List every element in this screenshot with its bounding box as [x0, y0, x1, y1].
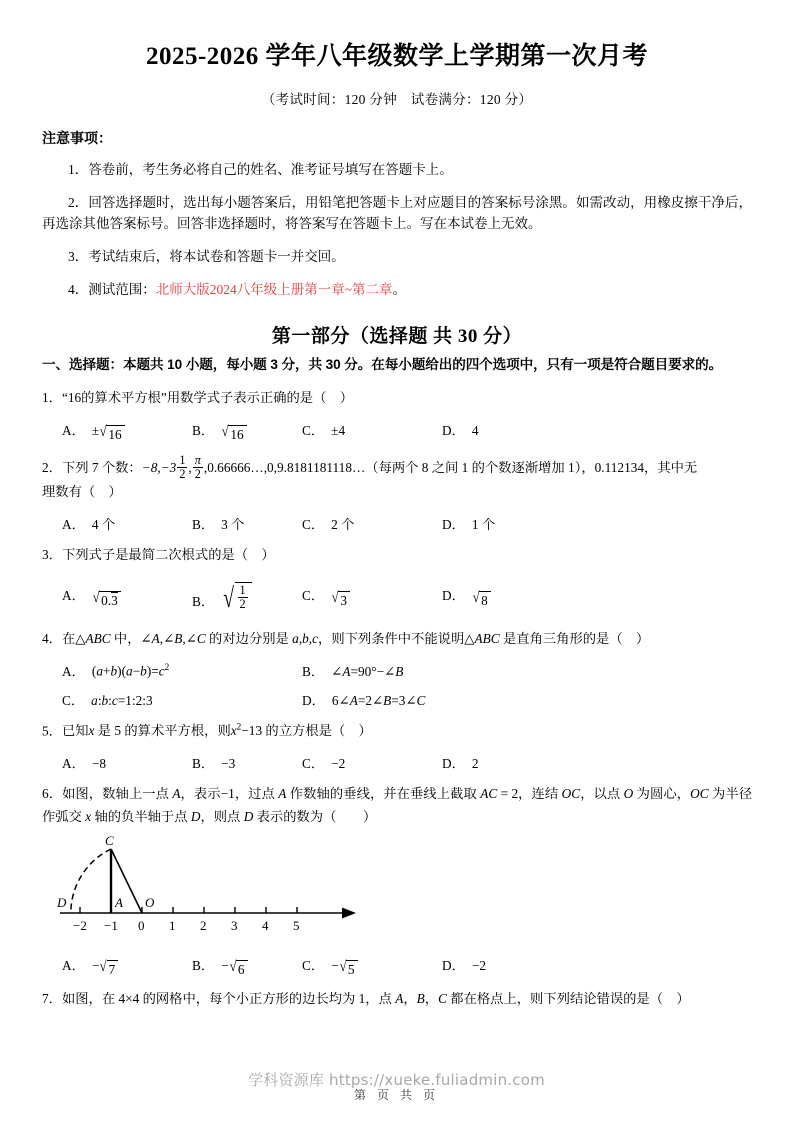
- option-value: √ 16: [221, 423, 246, 443]
- question-number: 5．: [42, 722, 62, 738]
- option-value: √ $\frac{1}{2}$: [221, 582, 251, 611]
- arc-OC: [71, 849, 111, 913]
- option-c[interactable]: [302, 753, 442, 772]
- question-stem-part2: ,0.66666…,0,9.8181181118…: [203, 459, 366, 475]
- option-d[interactable]: [442, 420, 582, 439]
- number-line-diagram: [52, 835, 452, 940]
- option-value: √ 8: [472, 588, 491, 608]
- question-7: [42, 988, 752, 1011]
- option-b[interactable]: [302, 661, 602, 680]
- tick-label: −2: [73, 917, 87, 933]
- option-label: D．: [442, 755, 465, 771]
- option-value: √ 3: [331, 588, 350, 608]
- question-stem-line2: 理数有（ ）: [42, 483, 122, 499]
- question-number: 1．: [42, 389, 62, 405]
- option-value: $(a+b)(a-b)=c^2$: [91, 663, 170, 679]
- tick-label: 3: [231, 917, 238, 933]
- option-label: A．: [62, 663, 85, 679]
- option-c[interactable]: [302, 585, 442, 608]
- notice-scope-suffix: 。: [392, 282, 407, 298]
- option-label: B．: [192, 957, 215, 973]
- option-value: −8: [91, 755, 107, 771]
- option-d[interactable]: [442, 585, 582, 608]
- tick-label: −1: [104, 917, 118, 933]
- option-c[interactable]: [302, 955, 442, 978]
- option-label: C．: [302, 755, 325, 771]
- label-D: D: [57, 894, 67, 910]
- tick-label: 2: [200, 917, 207, 933]
- notice-list: [42, 159, 752, 301]
- option-a[interactable]: [62, 661, 302, 680]
- option-label: A．: [62, 588, 85, 604]
- exam-subtitle: （考试时间：120 分钟 试卷满分：120 分）: [261, 91, 533, 107]
- question-stem-text: “16的算术平方根”用数学式子表示正确的是（ ）: [61, 389, 353, 405]
- notice-heading: 注意事项：: [42, 129, 112, 146]
- option-c[interactable]: [302, 514, 442, 533]
- notice-item: 1．答卷前，考生务必将自己的姓名、准考证号填写在答题卡上。: [68, 161, 453, 177]
- option-label: B．: [192, 755, 215, 771]
- option-value: 4 个: [91, 516, 116, 532]
- option-row-2: [42, 690, 752, 709]
- option-label: B．: [302, 663, 325, 679]
- option-label: B．: [192, 422, 215, 438]
- option-value: 4: [471, 422, 479, 438]
- option-label: C．: [302, 588, 325, 604]
- label-C: C: [105, 834, 114, 848]
- option-value: −2: [331, 755, 346, 771]
- notice-item: 3．考试结束后，将本试卷和答题卡一并交回。: [68, 249, 345, 265]
- option-label: C．: [62, 692, 85, 708]
- option-value: 1 个: [471, 516, 496, 532]
- label-A: A: [115, 894, 123, 910]
- question-number: 6．: [42, 785, 63, 801]
- notice-scope-highlight: 北师大版2024八年级上册第一章~第二章: [155, 282, 393, 298]
- page-footer: 第 页 共 页: [353, 1088, 439, 1102]
- option-row: [42, 514, 752, 533]
- option-a[interactable]: [62, 955, 192, 978]
- option-label: D．: [442, 588, 465, 604]
- option-value: − √ 6: [221, 958, 247, 978]
- option-value: √ 0.3: [92, 588, 121, 608]
- question-stem: [42, 720, 752, 743]
- page-title: 2025-2026 学年八年级数学上学期第一次月考: [145, 43, 649, 70]
- question-stem-part3: （每两个 8 之间 1 的个数逐渐增加 1），0.112134，其中无: [365, 459, 698, 475]
- option-value: 3 个: [221, 516, 245, 532]
- question-4: [42, 628, 752, 709]
- notice-item: 2．回答选择题时，选出每小题答案后，用铅笔把答题卡上对应题目的答案标号涂黑。如需改动，用橡皮擦干净后，再选涂其他答案标号。回答非选择题时，将答案写在答题卡上。写在本试卷上无效。: [42, 194, 752, 232]
- question-number: 3．: [42, 546, 62, 562]
- question-stem: 2．下列 7 个数：−8,−3 $\frac{1}{2}$ , $\frac{\pi}{2}$ ,0.66666…,0,9.8181181118…（每两个 8 之间 1 的个数逐渐增加 1），0.112134，其中无: [42, 452, 698, 481]
- notice-item-scope: [42, 279, 752, 301]
- option-value: ±4: [331, 422, 346, 438]
- question-stem-part1: 下列 7 个数：: [61, 459, 142, 475]
- option-b[interactable]: [192, 753, 302, 772]
- option-row: [42, 577, 752, 617]
- option-value: − √ 7: [92, 958, 118, 978]
- option-c[interactable]: [302, 420, 442, 439]
- question-2: [42, 454, 752, 533]
- page-content: [42, 40, 752, 1011]
- option-b[interactable]: [192, 582, 302, 615]
- label-O: O: [145, 894, 155, 910]
- tick-label: 0: [138, 917, 145, 933]
- option-label: D．: [442, 957, 465, 973]
- question-3: [42, 544, 752, 617]
- option-value: −3: [221, 755, 236, 771]
- option-label: A．: [62, 957, 85, 973]
- part-title: 第一部分（选择题 共 30 分）: [271, 326, 523, 348]
- question-number: 7．: [42, 991, 62, 1007]
- option-b[interactable]: [192, 514, 302, 533]
- option-c[interactable]: [62, 690, 302, 709]
- option-value: 2: [471, 755, 479, 771]
- option-row: [42, 753, 752, 772]
- question-number: 2．: [42, 459, 62, 475]
- option-label: C．: [302, 957, 325, 973]
- question-stem: [42, 988, 752, 1011]
- option-row: [42, 420, 752, 443]
- question-stem-text: 已知x 是 5 的算术平方根，则$x^2-13$ 的立方根是（ ）: [61, 722, 372, 738]
- option-label: A．: [62, 422, 85, 438]
- question-1: [42, 387, 752, 443]
- question-5: [42, 720, 752, 772]
- option-row-1: [42, 661, 752, 680]
- axis-arrow: [342, 907, 356, 918]
- option-d[interactable]: [442, 753, 582, 772]
- option-label: B．: [192, 593, 215, 609]
- question-6-figure: [42, 835, 752, 945]
- tick-label: 1: [169, 917, 176, 933]
- tick-label: 5: [293, 917, 300, 933]
- tick-label: 4: [262, 917, 269, 933]
- question-stem-text: 如图，在 4×4 的网格中，每个小正方形的边长均为 1，点 A，B，C 都在格点上，则下列结论错误的是（ ）: [61, 991, 690, 1007]
- option-value: −2: [471, 957, 487, 973]
- question-6: [42, 783, 752, 978]
- option-a[interactable]: [62, 514, 192, 533]
- option-value: a:b:c=1:2:3: [91, 692, 153, 708]
- option-label: D．: [442, 422, 465, 438]
- option-d[interactable]: [302, 690, 602, 709]
- question-stem: [42, 544, 752, 567]
- option-value: 2 个: [331, 516, 355, 532]
- option-a[interactable]: [62, 420, 192, 443]
- option-label: A．: [62, 755, 85, 771]
- question-stem-text: 下列式子是最简二次根式的是（ ）: [61, 546, 275, 562]
- option-a[interactable]: [62, 753, 192, 772]
- option-d[interactable]: [442, 514, 582, 533]
- option-d[interactable]: [442, 955, 582, 974]
- question-numbers: −8,−3: [141, 459, 177, 475]
- option-value: − √ 5: [331, 958, 357, 978]
- option-a[interactable]: [62, 585, 192, 608]
- fraction-one-half: $\frac{1}{2}$: [179, 452, 186, 481]
- option-label: B．: [192, 516, 215, 532]
- option-b[interactable]: [192, 420, 302, 443]
- question-number: 4．: [42, 630, 62, 646]
- question-stem: [42, 783, 752, 829]
- question-stem-text: 如图，数轴上一点 A，表示−1，过点 A 作数轴的垂线，并在垂线上截取 AC = 2，连结 OC，以点 O 为圆心，OC 为半径作弧交 x 轴的负半轴于点 D，则点 D 表示的数为（ ）: [42, 785, 752, 824]
- option-value: ± √ 16: [92, 423, 125, 443]
- question-stem-text: 在△ABC 中，∠A,∠B,∠C 的对边分别是 a,b,c，则下列条件中不能说明△ABC 是直角三角形的是（ ）: [61, 630, 650, 646]
- notice-scope-prefix: 4．测试范围：: [68, 282, 156, 298]
- question-stem: [42, 628, 752, 651]
- option-row: [42, 955, 752, 978]
- option-label: D．: [302, 692, 325, 708]
- fraction-pi-over-two: $\frac{\pi}{2}$: [194, 452, 201, 481]
- option-label: A．: [62, 516, 85, 532]
- option-b[interactable]: [192, 955, 302, 978]
- section-lead: 一、选择题：本题共 10 小题，每小题 3 分，共 30 分。在每小题给出的四个选项中，只有一项是符合题目要求的。: [42, 357, 723, 373]
- option-label: C．: [302, 516, 325, 532]
- option-value: ∠A=90°−∠B: [331, 663, 404, 679]
- question-stem: [42, 387, 752, 410]
- watermark: 学科资源库 https://xueke.fuliadmin.com: [248, 1071, 545, 1089]
- option-value: 6∠A=2∠B=3∠C: [331, 692, 426, 708]
- option-label: C．: [302, 422, 325, 438]
- option-label: D．: [442, 516, 465, 532]
